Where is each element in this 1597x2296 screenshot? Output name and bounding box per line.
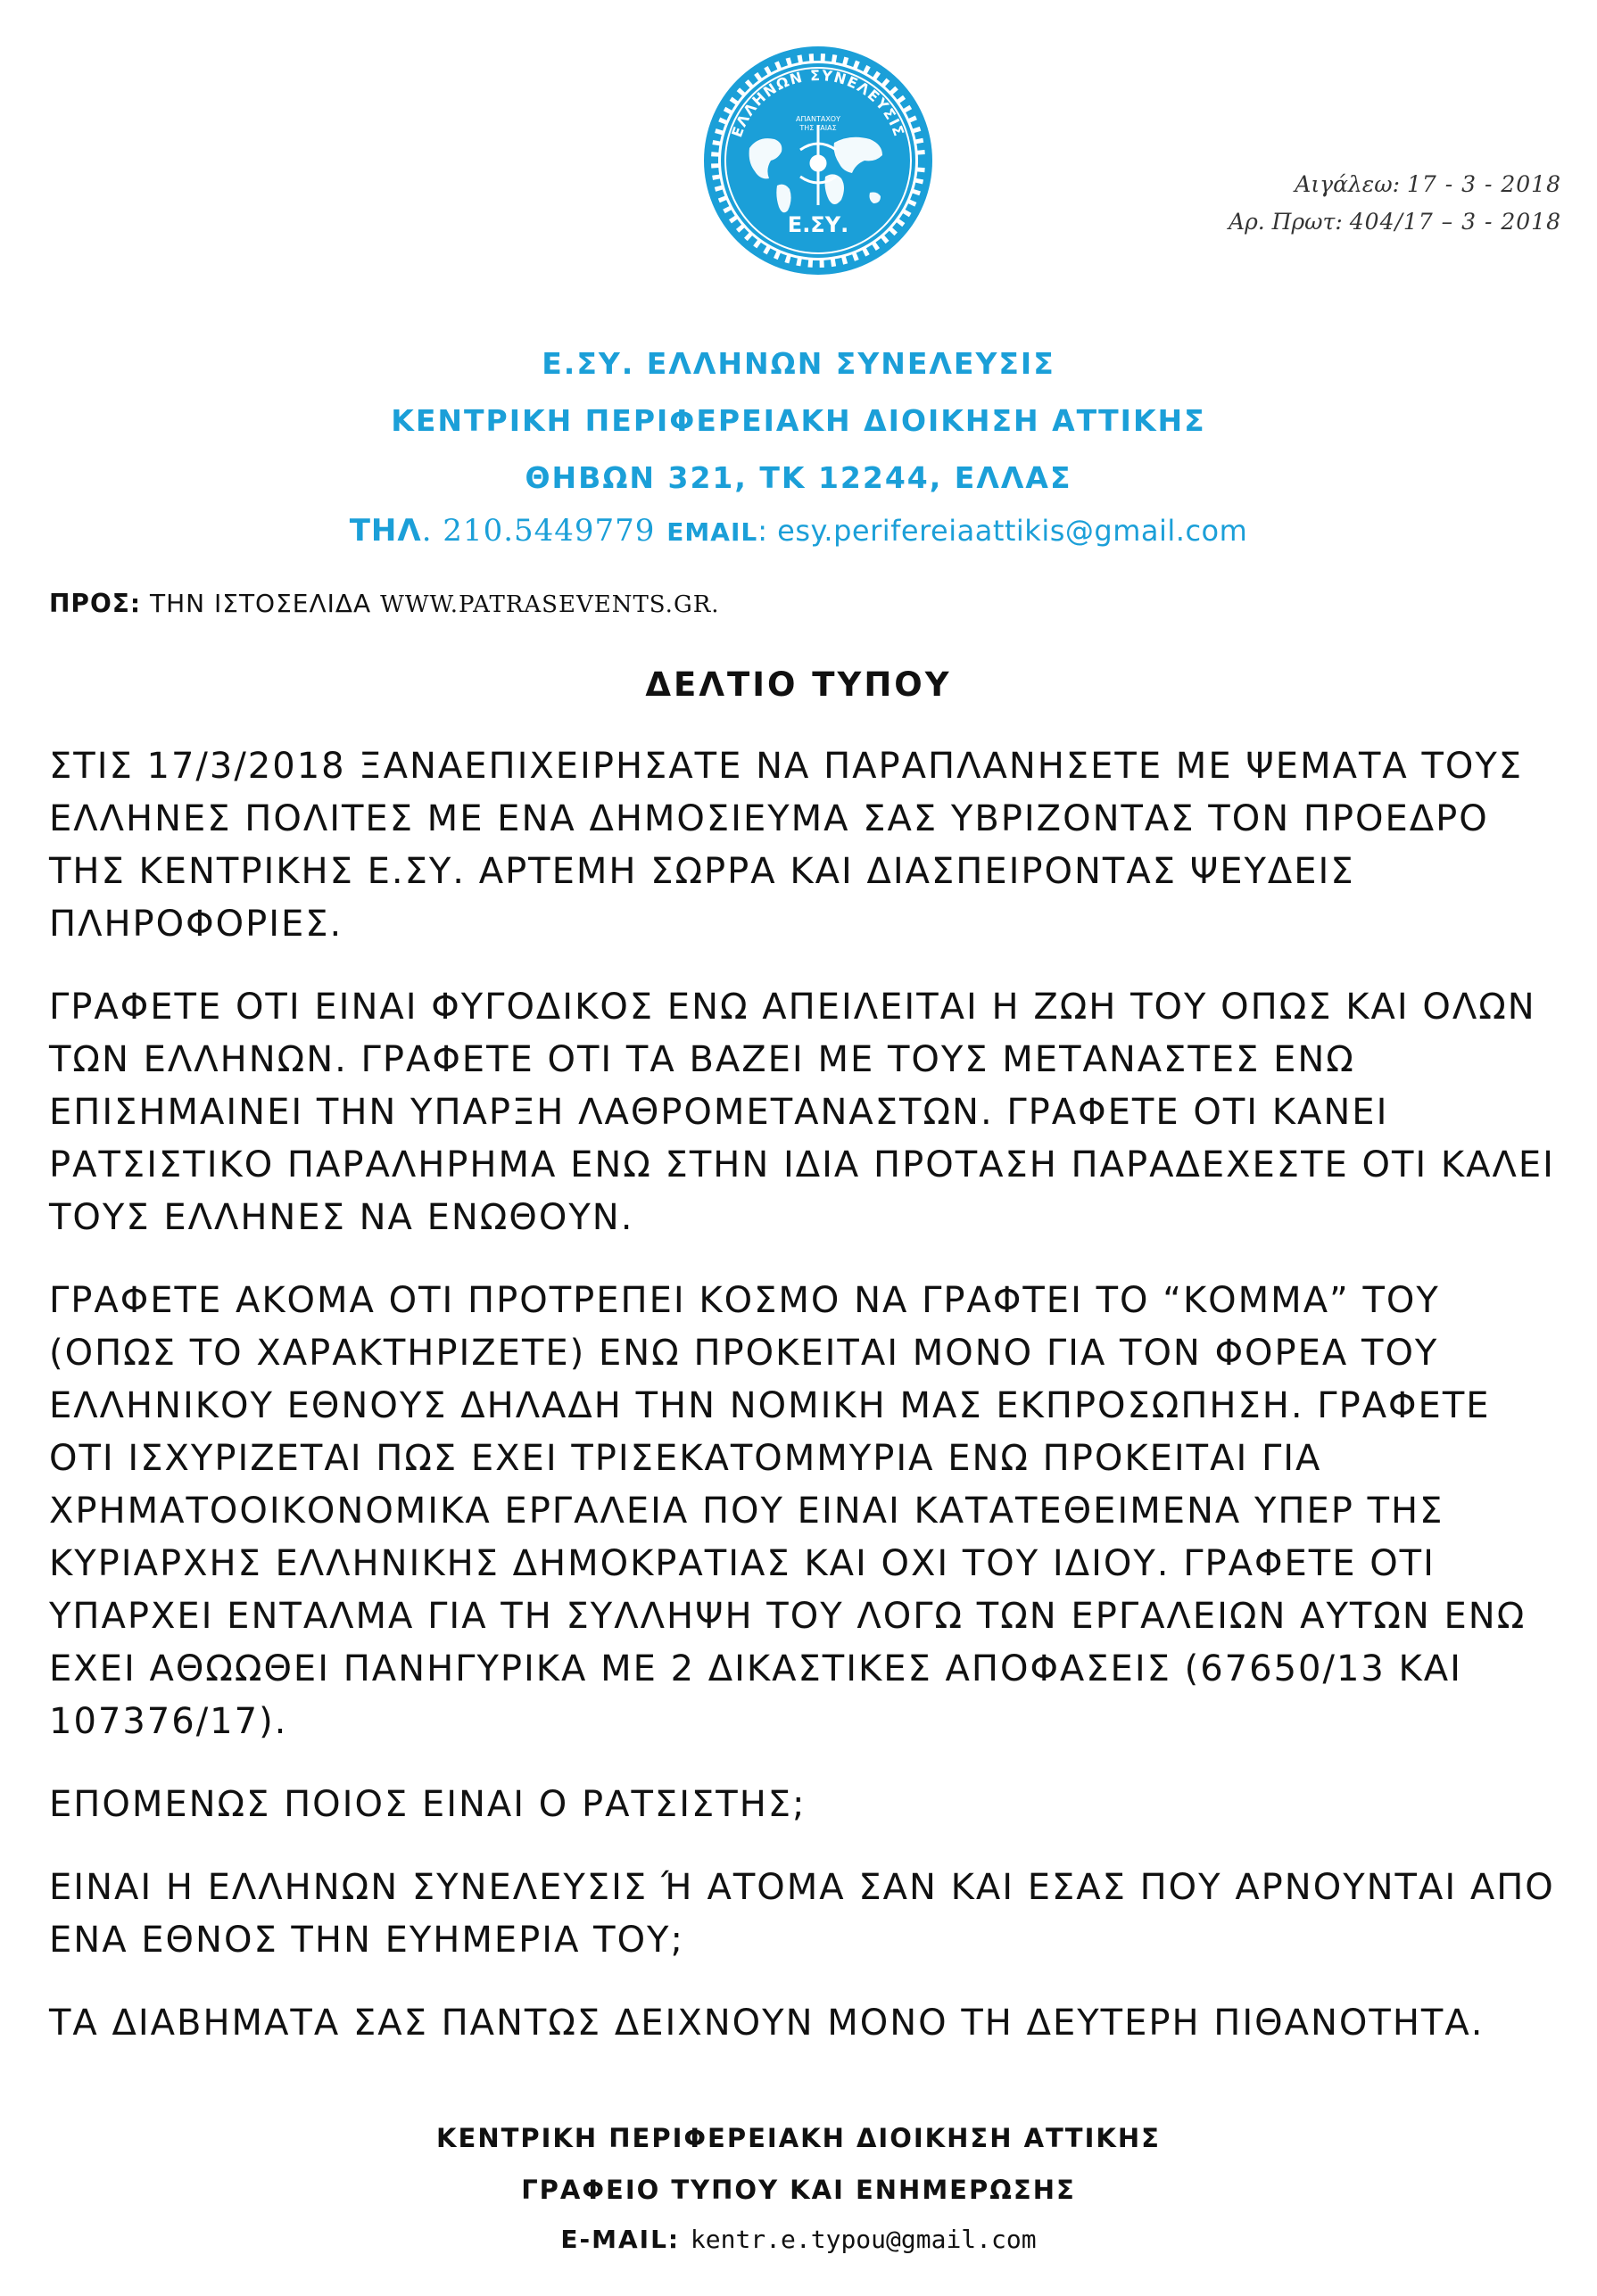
recipient-label: ΠΡΟΣ: bbox=[49, 589, 142, 618]
body-paragraph-3: ΓΡΑΦΕΤΕ ΑΚΟΜΑ ΟΤΙ ΠΡΟΤΡΕΠΕΙ ΚΟΣΜΟ ΝΑ ΓΡΑΦΤΕΙ ΤΟ “ΚΟΜΜΑ” ΤΟΥ (ΟΠΩΣ ΤΟ ΧΑΡΑΚΤΗΡΙΖΕΤΕ) ΕΝΩ ΠΡΟΚΕΙΤΑΙ ΜΟΝΟ ΓΙΑ ΤΟΝ ΦΟΡΕΑ ΤΟΥ ΕΛΛΗΝΙΚΟΥ ΕΘΝΟΥΣ ΔΗΛΑΔΗ ΤΗΝ ΝΟΜΙΚΗ ΜΑΣ ΕΚΠΡΟΣΩΠΗΣΗ. ΓΡΑΦΕΤΕ ΟΤΙ ΙΣΧΥΡΙΖΕΤΑΙ ΠΩΣ ΕΧΕΙ ΤΡΙΣΕΚΑΤΟΜΜΥΡΙΑ ΕΝΩ ΠΡΟΚΕΙΤΑΙ ΓΙΑ ΧΡΗΜΑΤΟΟΙΚΟΝΟΜΙΚΑ ΕΡΓΑΛΕΙΑ ΠΟΥ ΕΙΝΑΙ ΚΑΤΑΤΕΘΕΙΜΕΝΑ ΥΠΕΡ ΤΗΣ ΚΥΡΙΑΡΧΗΣ ΕΛΛΗΝΙΚΗΣ ΔΗΜΟΚΡΑΤΙΑΣ ΚΑΙ ΟΧΙ ΤΟΥ ΙΔΙΟΥ. ΓΡΑΦΕΤΕ ΟΤΙ ΥΠΑΡΧΕΙ ΕΝΤΑΛΜΑ ΓΙΑ ΤΗ ΣΥΛΛΗΨΗ ΤΟΥ ΛΟΓΩ ΤΩΝ ΕΡΓΑΛΕΙΩΝ ΑΥΤΩΝ ΕΝΩ ΕΧΕΙ ΑΘΩΩΘΕΙ ΠΑΝΗΓΥΡΙΚΑ ΜΕ 2 ΔΙΚΑΣΤΙΚΕΣ ΑΠΟΦΑΣΕΙΣ (67650/13 ΚΑΙ 107376/17). bbox=[49, 1280, 1527, 1742]
seal-abbr: Ε.ΣΥ. bbox=[787, 212, 849, 237]
body-paragraph-1: ΣΤΙΣ 17/3/2018 ΞΑΝΑΕΠΙΧΕΙΡΗΣΑΤΕ ΝΑ ΠΑΡΑΠΛΑΝΗΣΕΤΕ ΜΕ ΨΕΜΑΤΑ ΤΟΥΣ ΕΛΛΗΝΕΣ ΠΟΛΙΤΕΣ ΜΕ ΕΝΑ ΔΗΜΟΣΙΕΥΜΑ ΣΑΣ ΥΒΡΙΖΟΝΤΑΣ ΤΟΝ ΠΡΟΕΔΡΟ ΤΗΣ ΚΕΝΤΡΙΚΗΣ Ε.ΣΥ. ΑΡΤΕΜΗ ΣΩΡΡΑ ΚΑΙ ΔΙΑΣΠΕΙΡΟΝΤΑΣ ΨΕΥΔΕΙΣ ΠΛΗΡΟΦΟΡΙΕΣ. bbox=[49, 746, 1524, 945]
phone-label: ΤΗΛ bbox=[349, 513, 422, 549]
date-line bbox=[1229, 166, 1561, 203]
body-paragraph-5: ΕΙΝΑΙ Η ΕΛΛΗΝΩΝ ΣΥΝΕΛΕΥΣΙΣ Ή ΑΤΟΜΑ ΣΑΝ ΚΑΙ ΕΣΑΣ ΠΟΥ ΑΡΝΟΥΝΤΑΙ ΑΠΟ ΕΝΑ ΕΘΝΟΣ ΤΗΝ ΕΥΗΜΕΡΙΑ ΤΟΥ; bbox=[49, 1867, 1555, 1961]
protocol-label: Αρ. Πρωτ: bbox=[1229, 209, 1343, 235]
recipient-line bbox=[49, 589, 720, 618]
footer-contact bbox=[0, 2225, 1597, 2254]
header-address: ΘΗΒΩΝ 321, ΤΚ 12244, ΕΛΛΑΣ bbox=[525, 460, 1072, 495]
recipient-text: ΤΗΝ ΙΣΤΟΣΕΛΙΔΑ bbox=[150, 589, 372, 618]
footer-department: ΚΕΝΤΡΙΚΗ ΠΕΡΙΦΕΡΕΙΑΚΗ ΔΙΟΙΚΗΣΗ ΑΤΤΙΚΗΣ bbox=[436, 2123, 1161, 2153]
place-label: Αιγάλεω: bbox=[1295, 171, 1401, 197]
seal-ring-text: ΕΛΛΗΝΩΝ ΣΥΝΕΛΕΥΣΙΣ bbox=[728, 66, 908, 140]
footer-email-label: E-MAIL: bbox=[560, 2225, 681, 2254]
recipient-site: WWW.PATRASEVENTS.GR. bbox=[380, 591, 720, 618]
date-value: 17 - 3 - 2018 bbox=[1406, 171, 1561, 197]
body-paragraph-4: ΕΠΟΜΕΝΩΣ ΠΟΙΟΣ ΕΙΝΑΙ Ο ΡΑΤΣΙΣΤΗΣ; bbox=[49, 1784, 807, 1825]
body-paragraph-6: ΤΑ ΔΙΑΒΗΜΑΤΑ ΣΑΣ ΠΑΝΤΩΣ ΔΕΙΧΝΟΥΝ ΜΟΝΟ ΤΗ ΔΕΥΤΕΡΗ ΠΙΘΑΝΟΤΗΤΑ. bbox=[49, 2003, 1485, 2044]
organization-seal-icon bbox=[700, 43, 937, 279]
phone-number: . 210.5449779 bbox=[421, 513, 656, 549]
footer-office: ΓΡΑΦΕΙΟ ΤΥΠΟΥ ΚΑΙ ΕΝΗΜΕΡΩΣΗΣ bbox=[521, 2175, 1076, 2205]
email-label: EMAIL bbox=[666, 517, 758, 547]
header-org-name: Ε.ΣΥ. ΕΛΛΗΝΩΝ ΣΥΝΕΛΕΥΣΙΣ bbox=[542, 346, 1055, 381]
protocol-value: 404/17 – 3 - 2018 bbox=[1349, 209, 1561, 235]
footer-email: kentr.e.typou@gmail.com bbox=[690, 2225, 1037, 2254]
seal-sub-text-2: ΤΗΣ ΓΑΙΑΣ bbox=[799, 124, 837, 132]
header-contact-line bbox=[0, 513, 1597, 549]
protocol-line bbox=[1229, 203, 1561, 241]
email-address: : esy.perifereiaattikis@gmail.com bbox=[757, 514, 1248, 548]
body-paragraph-2: ΓΡΑΦΕΤΕ ΟΤΙ ΕΙΝΑΙ ΦΥΓΟΔΙΚΟΣ ΕΝΩ ΑΠΕΙΛΕΙΤΑΙ Η ΖΩΗ ΤΟΥ ΟΠΩΣ ΚΑΙ ΟΛΩΝ ΤΩΝ ΕΛΛΗΝΩΝ. ΓΡΑΦΕΤΕ ΟΤΙ ΤΑ ΒΑΖΕΙ ΜΕ ΤΟΥΣ ΜΕΤΑΝΑΣΤΕΣ ΕΝΩ ΕΠΙΣΗΜΑΙΝΕΙ ΤΗΝ ΥΠΑΡΞΗ ΛΑΘΡΟΜΕΤΑΝΑΣΤΩΝ. ΓΡΑΦΕΤΕ ΟΤΙ ΚΑΝΕΙ ΡΑΤΣΙΣΤΙΚΟ ΠΑΡΑΛΗΡΗΜΑ ΕΝΩ ΣΤΗΝ ΙΔΙΑ ΠΡΟΤΑΣΗ ΠΑΡΑΔΕΧΕΣΤΕ ΟΤΙ ΚΑΛΕΙ ΤΟΥΣ ΕΛΛΗΝΕΣ ΝΑ ΕΝΩΘΟΥΝ. bbox=[49, 987, 1555, 1238]
document-meta bbox=[1229, 166, 1561, 241]
document-title: ΔΕΛΤΙΟ ΤΥΠΟΥ bbox=[645, 665, 952, 704]
document-body bbox=[49, 740, 1566, 2080]
header-department: ΚΕΝΤΡΙΚΗ ΠΕΡΙΦΕΡΕΙΑΚΗ ΔΙΟΙΚΗΣΗ ΑΤΤΙΚΗΣ bbox=[391, 403, 1206, 438]
seal-sub-text-1: ΑΠΑΝΤΑΧΟΥ bbox=[796, 115, 840, 123]
